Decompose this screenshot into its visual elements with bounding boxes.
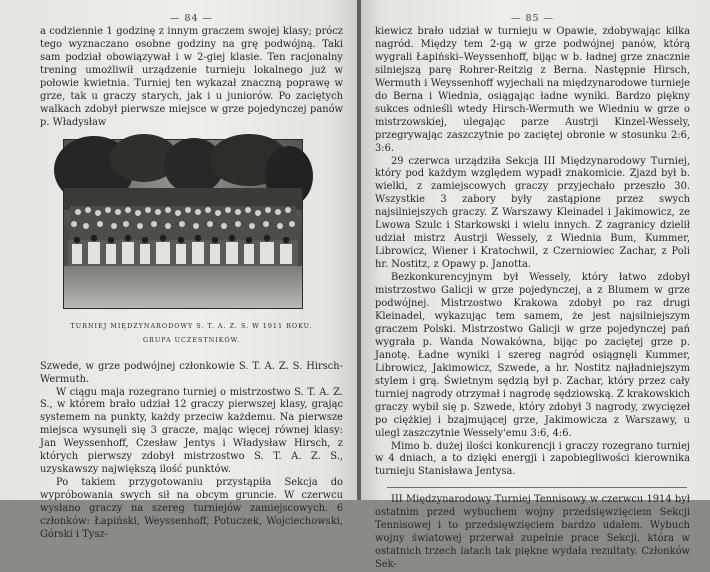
paragraph-after-photo: Szwede, w grze podwójnej członkowie S. T. A. Z. S. Hirsch-Wermuth. — [40, 360, 343, 385]
photo-caption — [40, 319, 343, 347]
right-paragraph-2: 29 czerwca urządziła Sekcja III Międzynarodowy Turniej, który pod każdym względem wypadł znakomicie. Zjazd był b. wielki, z zamiejscowych graczy przyjechało przeszło 30. Wszystkie 3 zabory były zastąpione przez swych najsilniejszych graczy. Z Warszawy Kleinadel i Jakimowicz, ze Lwowa Szulc i Starkowski i wielu innych. Z zagranicy dzielił udział mistrz Austrji Wessely, z Wiednia Bum, Kummer, Librowicz, Wiener i Kratochwil, z Czerniowiec Zachar, z Poli hr. Nostitz, z Opawy p. Janotta. — [375, 155, 690, 271]
right-paragraph-4: Mimo b. dużej ilości konkurencji i graczy rozegrano turniej w 4 dniach, a to dzięki energji i zapobiegliwości kierownika turnieju Stanisława Jentysa. — [375, 440, 690, 478]
right-paragraph-5: III Międzynarodowy Turniej Tennisowy w czerwcu 1914 był ostatnim przed wybuchem wojny przedsięwzięciem Sekcji Tennisowej i to przedsięwzięciem bardzo udałem. Wybuch wojny światowej przerwał zupełnie prace Sekcji, która w ostatnich trzech latach tak piękne wydała rezultaty. Członków Sek- — [375, 494, 690, 571]
right-paragraph-3: Bezkonkurencyjnym był Wessely, który łatwo zdobył mistrzostwo Galicji w grze pojedynczej, a z Blumem w grze podwójnej. Mistrzostwo Krakowa zdobył po raz drugi Kleinadel, wykazując tem samem, że jest najsilniejszym graczem Polski. Mistrzostwo Galicji w grze pojedynczej pań wygrała p. Wanda Nowakówna, bijąc po zaciętej grze p. Janotę. Ładne wyniki i szereg nagród osiągnęli Kummer, Librowicz, Jakimowicz, Szwede, a hr. Nostitz najładniejszym stylem i grą. Świetnym sędzią był p. Zachar, który przez cały turniej nagrody otrzymał i nagrodę sędziowską. Z krakowskich graczy wybił się p. Szwede, który zdobył 3 nagrody, zwycięzeł po ciężkiej i bzajmującej grze, Jakimowicza z Warszawy, u ulegl zaszczytnie Wessely'emu 3:6, 4:6. — [375, 272, 691, 439]
page-number-left: — 84 — — [169, 13, 214, 24]
paragraph-2: W ciągu maja rozegrano turniej o mistrzostwo S. T. A. Z. S., w którem brało udział 12 graczy pierwszej klasy, grając systemem na punkty, każdy przeciw każdemu. Na pierwsze miejsca wysunęli się 3 gracze, mając więcej równej klasy: Jan Weyssenhoff, Czesław Jentys i Władysław Hirsch, z których pierwszy zdobył mistrzostwo S. T. A. Z. S., uzyskawszy największą ilość punktów. — [40, 386, 343, 476]
photo-caption-line2: GRUPA UCZESTNIKÓW. — [142, 335, 241, 344]
photo-caption-line1: TURNIEJ MIĘDZYNARODOWY S. T. A. Z. S. W 1911 ROKU. — [70, 321, 313, 330]
right-paragraph-1: kiewicz brało udział w turnieju w Opawie, zdobywając kilka nagród. Między tem 2-gą w grze podwójnej panów, którą wygrali Łapiński–Weyssenhoff, bijąc w b. ładnej grze znacznie silniejszą parę Rohrer-Reitzig z Berna. Następnie Hirsch, Wermuth i Weyssenhoff wyjechali na międzynarodowe turnieje do Berna i Wiednia, osiągając ładne wyniki. Bardzo piękny sukces odnieśli wtedy Hirsch-Wermuth we Wiedniu w grze o mistrzowskiej, ulegając parze Austrji Kinzel-Wessely, przegrywając zaszczytnie po zaciętej obronie w stosunku 2:6, 3:6. — [375, 26, 690, 154]
right-page — [361, 0, 710, 571]
left-page — [0, 0, 357, 541]
paragraph-top: a codziennie 1 godzinę z innym graczem swojej klasy; prócz tego wyznaczano osobne godziny na grę podwójną. Taki sam podział obowiązywał i w 2-giej klasie. Ten racjonalny trening umożliwił urządzenie turnieju lokalnego już w połowie kwietnia. Turniej ten wykazał znaczną poprawę w grze, tak u graczy starych, jak i u juniorów. Po zaciętych walkach zdobył pierwsze miejsce w grze pojedynczej panów p. Władysław — [40, 26, 343, 128]
section-divider — [387, 487, 687, 488]
group-photo — [63, 139, 303, 309]
paragraph-3: Po takiem przygotowaniu przystąpiła Sekcja do wypróbowania swych sił na obcym gruncie. W czerwcu wysłano graczy na szereg turniejów zamiejscowych. 6 członków: Łapiński, Weyssenhoff, Potuczek, Wojciechowski, Górski i Tysz- — [40, 477, 343, 541]
page-number-right: — 85 — — [510, 13, 555, 24]
group-photo-image — [64, 140, 302, 308]
